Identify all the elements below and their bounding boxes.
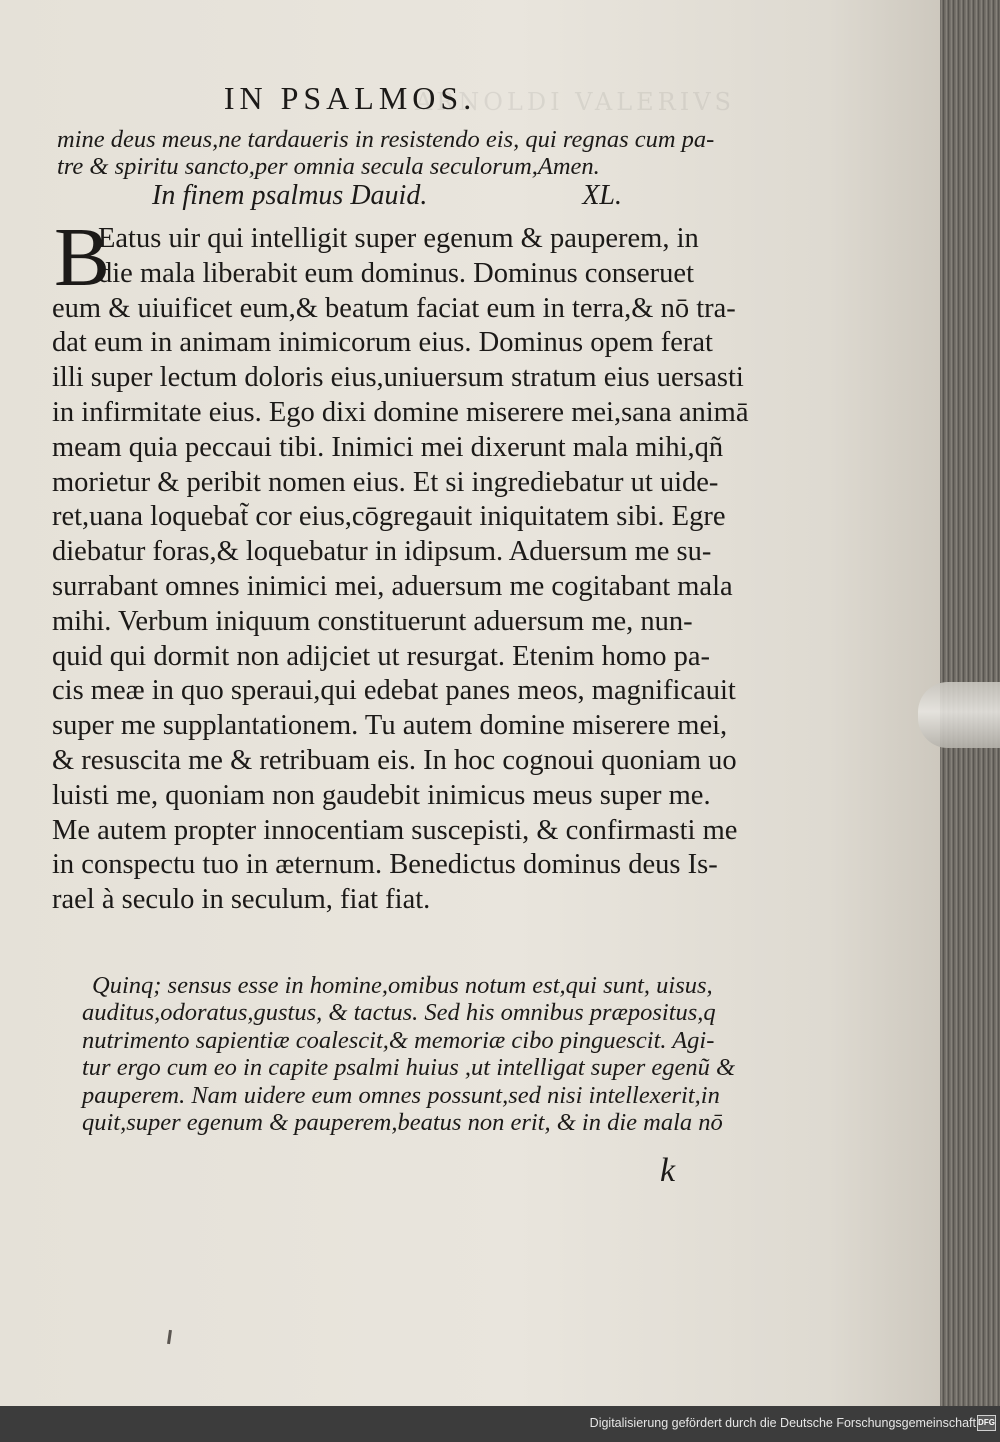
text-line: nutrimento sapientiæ coalescit,& memoriæ cibo pinguescit. Agi- — [82, 1026, 715, 1054]
psalm-heading — [152, 180, 622, 212]
text-line: surrabant omnes inimici mei, aduersum me cogitabant mala — [52, 570, 733, 602]
text-line: in conspectu tuo in æternum. Benedictus dominus deus Is- — [52, 849, 718, 881]
text-line: quid qui dormit non adijciet ut resurgat. Etenim homo pa- — [52, 640, 711, 672]
dfg-logo-icon: DFG — [977, 1415, 996, 1431]
preceding-text — [57, 126, 747, 180]
psalm-number: XL. — [582, 180, 622, 211]
page-clip — [918, 682, 1000, 748]
text-line: illi super lectum doloris eius,uniuersum stratum eius uersasti — [52, 362, 744, 394]
text-line: pauperem. Nam uidere eum omnes possunt,sed nisi intellexerit,in — [82, 1081, 720, 1109]
text-line: diebatur foras,& loquebatur in idipsum. Aduersum me su- — [52, 536, 712, 568]
text-line: tur ergo cum eo in capite psalmi huius ,ut intelligat super egenũ & — [82, 1054, 736, 1082]
signature-mark: k — [660, 1152, 676, 1189]
commentary — [82, 972, 752, 1136]
text-line: Quinq; sensus esse in homine,omibus notum est,qui sunt, uisus, — [92, 972, 713, 999]
text-line: Eatus uir qui intelligit super egenum & pauperem, in — [98, 223, 699, 254]
bleed-through-text: ARNOLDI VALERIVS — [414, 88, 735, 116]
text-line: auditus,odoratus,gustus, & tactus. Sed his omnibus præpositus,q — [82, 999, 716, 1027]
funding-credit: Digitalisierung gefördert durch die Deutsche Forschungsgemeinschaft — [589, 1416, 976, 1430]
text-line: in infirmitate eius. Ego dixi domine miserere mei,sana animā — [52, 396, 749, 428]
text-line: rael à seculo in seculum, fiat fiat. — [52, 884, 431, 916]
text-line: morietur & peribit nomen eius. Et si ingrediebatur ut uide- — [52, 466, 719, 498]
text-line: cis meæ in quo speraui,qui edebat panes meos, magnificauit — [52, 675, 736, 707]
text-line: quit,super egenum & pauperem,beatus non erit, & in die mala nō — [82, 1109, 723, 1137]
text-line: ret,uana loquebat̃ cor eius,cōgregauit iniquitatem sibi. Egre — [52, 501, 726, 533]
text-line: super me supplantationem. Tu autem domine miserere mei, — [52, 710, 728, 742]
ink-mark — [167, 1330, 172, 1344]
text-line: luisti me, quoniam non gaudebit inimicus meus super me. — [52, 779, 711, 811]
text-line: eum & uiuificet eum,& beatum faciat eum in terra,& nō tra- — [52, 292, 736, 324]
text-line: mihi. Verbum iniquum constituerunt aduersum me, nun- — [52, 605, 693, 637]
running-head: IN PSALMOS. — [223, 80, 477, 116]
footer-bar — [0, 1406, 1000, 1442]
text-line: die mala liberabit eum dominus. Dominus conseruet — [98, 257, 694, 289]
text-line: tre & spiritu sancto,per omnia secula seculorum,Amen. — [57, 153, 600, 180]
text-line: & resuscita me & retribuam eis. In hoc cognoui quoniam uo — [52, 744, 737, 776]
text-line: Me autem propter innocentiam suscepisti, & confirmasti me — [52, 814, 738, 846]
psalm-text — [52, 222, 752, 918]
psalm-title: In finem psalmus Dauid. — [152, 180, 428, 211]
text-line: mine deus meus,ne tardaueris in resistendo eis, qui regnas cum pa- — [57, 126, 715, 153]
text-line: dat eum in animam inimicorum eius. Dominus opem ferat — [52, 327, 713, 359]
drop-cap: B — [54, 211, 111, 304]
text-line: meam quia peccaui tibi. Inimici mei dixerunt mala mihi,qñ — [52, 431, 724, 463]
